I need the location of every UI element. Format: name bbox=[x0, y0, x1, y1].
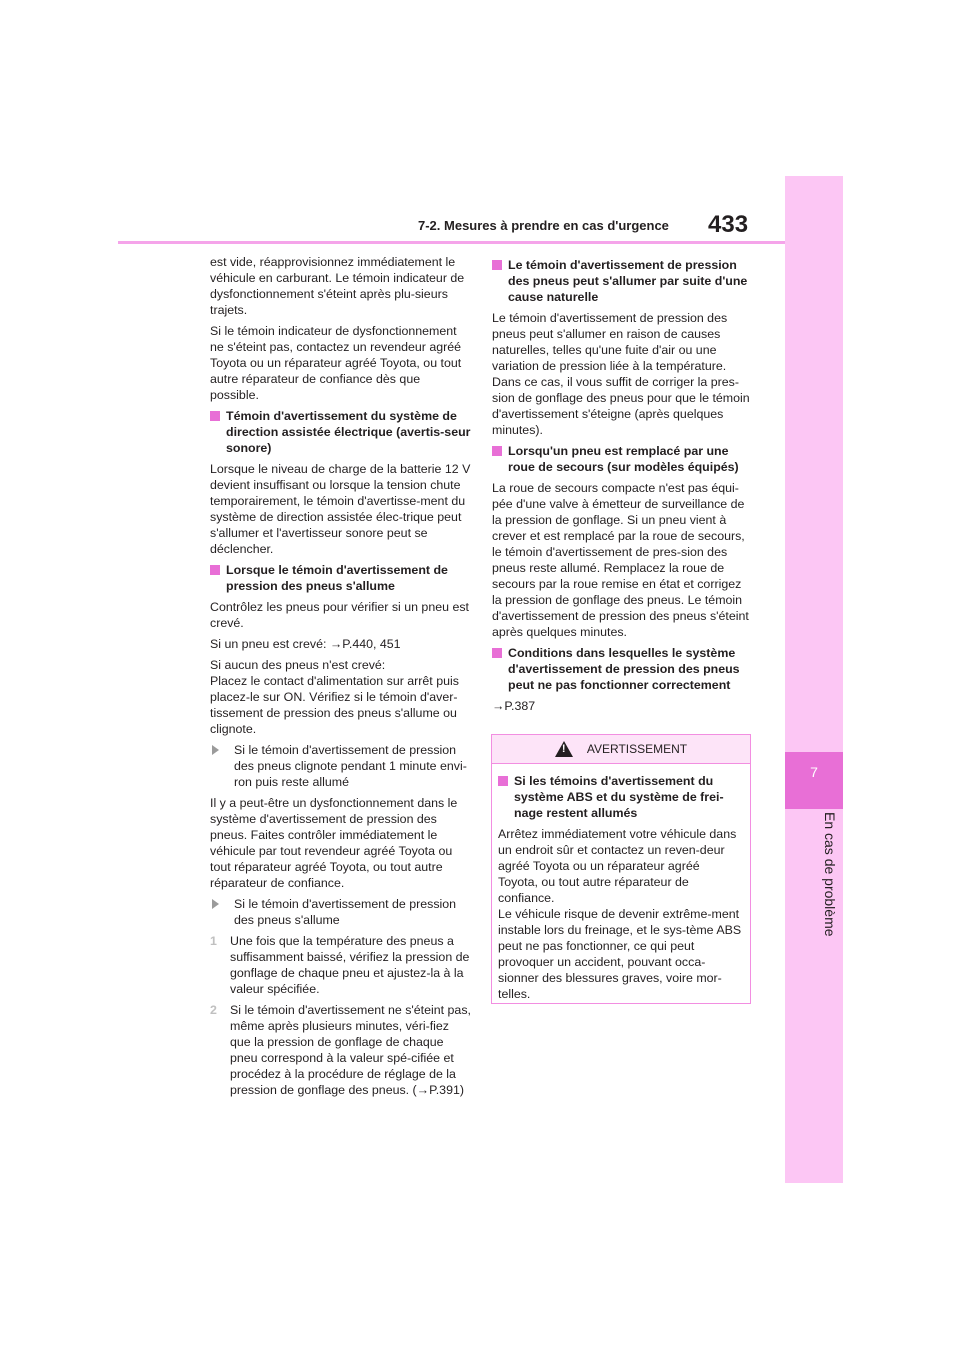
section-heading: Conditions dans lesquelles le système d'avertissement de pression des pneus peut ne pas fonctionner correctement bbox=[492, 645, 754, 693]
paragraph: Le témoin d'avertissement de pression des pneus peut s'allumer en raison de causes naturelles, telles qu'une fuite d'air ou une variation de pression liée à la température. Dans ce cas, il vous suffit de corriger la pres-sion de gonflage des pneus pour que le témoin d'avertissement s'éteigne (après quelques minutes). bbox=[492, 311, 750, 437]
square-bullet-icon bbox=[210, 565, 220, 575]
step-item: 2 Si le témoin d'avertissement ne s'éteint pas, même après plusieurs minutes, véri-fiez que la pression de gonflage de chaque pneu correspond à la valeur spé-cifiée et procédez à la procédure de réglage de la pression de gonflage des pneus. (→P.391) bbox=[210, 1003, 471, 1097]
square-bullet-icon bbox=[492, 648, 502, 658]
paragraph: Si aucun des pneus n'est crevé: Placez le contact d'alimentation sur arrêt puis placez-le sur ON. Vérifiez si le témoin d'aver-tissement de pression des pneus s'allume ou clignote. bbox=[210, 658, 459, 736]
chapter-number: 7 bbox=[810, 764, 818, 780]
paragraph: Lorsque le niveau de charge de la batterie 12 V devient insuffisant ou lorsque la tension chute temporairement, le témoin d'avertisse-ment du système de direction assistée élec-trique peut s'allumer et l'avertisseur sonore peut se déclencher. bbox=[210, 462, 471, 556]
page-reference: Si un pneu est crevé: →P.440, 451 bbox=[210, 637, 401, 651]
section-title: 7-2. Mesures à prendre en cas d'urgence bbox=[418, 218, 669, 233]
section-heading: Le témoin d'avertissement de pression des pneus peut s'allumer par suite d'une cause naturelle bbox=[492, 257, 754, 305]
chapter-label: En cas de problème bbox=[822, 812, 838, 937]
warning-title: AVERTISSEMENT bbox=[586, 742, 688, 756]
warning-triangle-icon: ! bbox=[555, 741, 573, 757]
paragraph: Si le témoin indicateur de dysfonctionnement ne s'éteint pas, contactez un revendeur agréé Toyota ou un réparateur agréé Toyota, ou tout autre réparateur de confiance dès que possible. bbox=[210, 324, 462, 402]
paragraph: Arrêtez immédiatement votre véhicule dans un endroit sûr et contactez un reven-deur agréé Toyota ou un réparateur agréé Toyota, ou tout autre réparateur de confiance. bbox=[498, 827, 737, 905]
paragraph: La roue de secours compacte n'est pas équi-pée d'une valve à émetteur de surveillance de la pression de gonflage. Si un pneu vient à crever et est remplacé par la roue de secours, le témoin d'avertissement de pres-sion des pneus reste allumé. Remplacez la roue de secours par la roue remise en état et corrigez la pression de gonflage des pneus. Le témoin d'avertissement de pression des pneus s'éteint après quelques minutes. bbox=[492, 481, 749, 639]
arrow-item: Si le témoin d'avertissement de pression des pneus s'allume bbox=[210, 896, 472, 928]
step-item: 1 Une fois que la température des pneus a suffisamment baissé, vérifiez la pression de gonflage de chaque pneu et ajustez-la à la valeur spécifiée. bbox=[210, 934, 470, 996]
warning-heading: Si les témoins d'avertissement du système ABS et du système de frei-nage restent allumés bbox=[498, 773, 742, 821]
warning-box bbox=[491, 734, 751, 1004]
triangle-bullet-icon bbox=[212, 899, 226, 909]
right-column bbox=[492, 254, 754, 719]
page-reference: →P.387 bbox=[492, 699, 536, 713]
square-bullet-icon bbox=[492, 260, 502, 270]
header-rule bbox=[118, 241, 785, 244]
left-column bbox=[210, 254, 472, 1103]
paragraph: est vide, réapprovisionnez immédiatement le véhicule en carburant. Le témoin indicateur de dysfonctionnement s'éteint après plu-sieurs trajets. bbox=[210, 255, 465, 317]
section-heading: Lorsque le témoin d'avertissement de pression des pneus s'allume bbox=[210, 562, 472, 594]
triangle-bullet-icon bbox=[212, 745, 226, 755]
square-bullet-icon bbox=[210, 411, 220, 421]
paragraph: Contrôlez les pneus pour vérifier si un pneu est crevé. bbox=[210, 600, 469, 630]
section-heading: Témoin d'avertissement du système de direction assistée électrique (avertis-seur sonore) bbox=[210, 408, 472, 456]
warning-body bbox=[492, 764, 750, 1002]
square-bullet-icon bbox=[492, 446, 502, 456]
section-heading: Lorsqu'un pneu est remplacé par une roue de secours (sur modèles équipés) bbox=[492, 443, 754, 475]
warning-header bbox=[492, 735, 750, 764]
page-number: 433 bbox=[708, 211, 749, 238]
chapter-number-box bbox=[785, 752, 843, 809]
chapter-side-tab bbox=[785, 176, 843, 1183]
paragraph: Il y a peut-être un dysfonctionnement dans le système d'avertissement de pression des pneus. Faites contrôler immédiatement le véhicule par tout revendeur agréé Toyota ou tout réparateur agréé Toyota, ou tout autre réparateur de confiance. bbox=[210, 796, 458, 890]
arrow-item: Si le témoin d'avertissement de pression des pneus clignote pendant 1 minute envi-ron puis reste allumé bbox=[210, 742, 472, 790]
paragraph: Le véhicule risque de devenir extrême-ment instable lors du freinage, et le sys-tème ABS peut ne pas fonctionner, ce qui peut provoquer un accident, pouvant occa-sionner des blessures graves, voire mor-telles. bbox=[498, 907, 742, 1001]
square-bullet-icon bbox=[498, 776, 508, 786]
